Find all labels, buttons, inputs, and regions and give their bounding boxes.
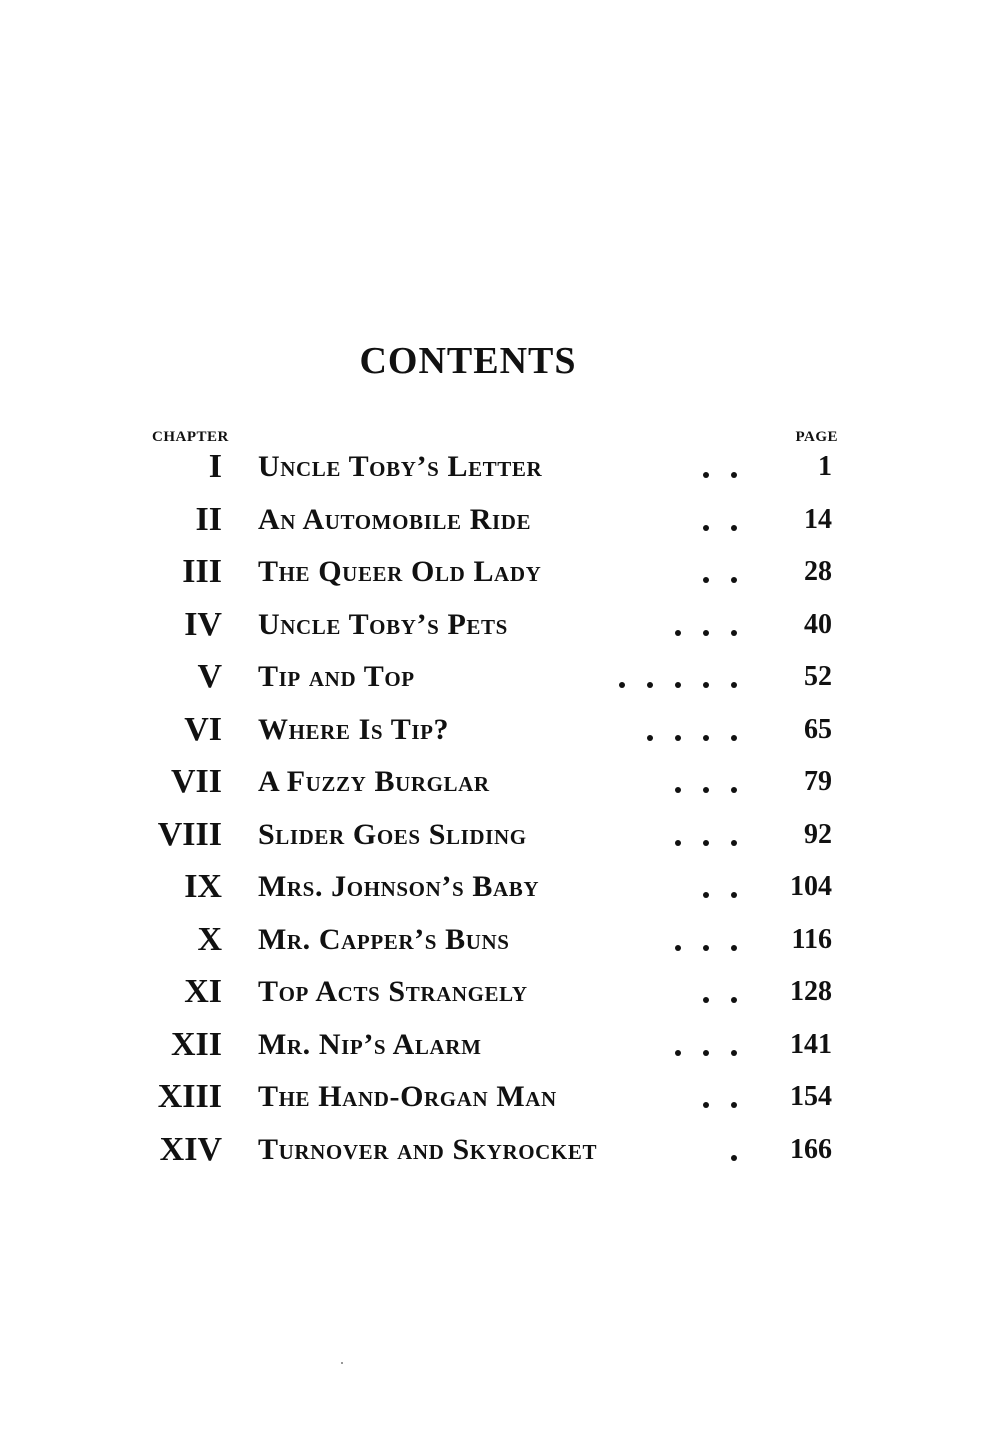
leader-dot xyxy=(647,735,653,741)
chapter-column-header: CHAPTER xyxy=(152,429,229,445)
chapter-title: Where Is Tip? xyxy=(258,712,450,746)
chapter-title: The Hand-Organ Man xyxy=(258,1080,557,1113)
page-number: 141 xyxy=(790,1028,832,1060)
leader-dot xyxy=(731,472,737,478)
chapter-title: Slider Goes Sliding xyxy=(258,817,527,851)
toc-entry xyxy=(0,1073,1000,1125)
leader-dot xyxy=(675,945,681,951)
leader-dot xyxy=(703,525,709,531)
toc-entry xyxy=(0,601,1000,653)
leader-dot xyxy=(675,840,681,846)
page-number: 128 xyxy=(790,976,832,1007)
page-number: 166 xyxy=(790,1133,832,1165)
print-speck xyxy=(341,1362,343,1364)
leader-dot xyxy=(731,1102,737,1108)
page-column-header: PAGE xyxy=(795,429,838,445)
page-number: 52 xyxy=(804,661,832,692)
leader-dot xyxy=(675,787,681,793)
chapter-title: Top Acts Strangely xyxy=(258,975,528,1008)
leader-dot xyxy=(703,735,709,741)
chapter-number: XII xyxy=(170,1025,222,1063)
leader-dot xyxy=(731,682,737,688)
page-number: 65 xyxy=(804,713,832,745)
leader-dot xyxy=(675,630,681,636)
page-number: 116 xyxy=(791,923,832,955)
leader-dot xyxy=(731,577,737,583)
leader-dot xyxy=(731,787,737,793)
chapter-number: IX xyxy=(184,868,222,905)
leader-dot xyxy=(731,840,737,846)
toc-entry xyxy=(0,653,1000,705)
page-number: 104 xyxy=(790,871,832,902)
toc-entry xyxy=(0,758,1000,810)
leader-dot xyxy=(703,682,709,688)
page-number: 1 xyxy=(818,451,832,482)
chapter-number: VIII xyxy=(157,815,222,853)
chapter-title: Mr. Capper’s Buns xyxy=(258,922,510,956)
chapter-title: Turnover and Skyrocket xyxy=(258,1132,598,1166)
leader-dot xyxy=(703,1050,709,1056)
leader-dot xyxy=(675,682,681,688)
chapter-title: Mr. Nip’s Alarm xyxy=(258,1027,482,1061)
chapter-number: VII xyxy=(170,763,222,800)
chapter-number: X xyxy=(197,920,222,958)
page-number: 79 xyxy=(804,766,832,797)
chapter-number: II xyxy=(195,500,222,538)
chapter-number: I xyxy=(208,448,222,485)
leader-dot xyxy=(731,1155,737,1161)
leader-dot xyxy=(619,682,625,688)
chapter-number: V xyxy=(197,658,222,695)
leader-dot xyxy=(703,472,709,478)
leader-dot xyxy=(731,892,737,898)
page-number: 154 xyxy=(790,1081,832,1112)
leader-dot xyxy=(703,787,709,793)
toc-entry xyxy=(0,916,1000,968)
leader-dot xyxy=(731,1050,737,1056)
leader-dot xyxy=(731,735,737,741)
leader-dot xyxy=(731,525,737,531)
toc-entry xyxy=(0,443,1000,495)
page-number: 40 xyxy=(804,608,832,640)
toc-entry xyxy=(0,548,1000,600)
chapter-number: IV xyxy=(184,605,222,643)
chapter-number: VI xyxy=(184,710,222,748)
table-of-contents xyxy=(0,443,1000,1183)
leader-dot xyxy=(703,577,709,583)
leader-dot xyxy=(703,840,709,846)
page-number: 14 xyxy=(804,503,832,535)
leader-dot xyxy=(703,997,709,1003)
leader-dot xyxy=(703,630,709,636)
chapter-number: XI xyxy=(184,973,222,1010)
toc-entry xyxy=(0,863,1000,915)
chapter-title: Mrs. Johnson’s Baby xyxy=(258,870,540,903)
toc-entry xyxy=(0,811,1000,863)
chapter-title: The Queer Old Lady xyxy=(258,555,542,588)
leader-dot xyxy=(703,1102,709,1108)
toc-entry xyxy=(0,1126,1000,1178)
leader-dot xyxy=(731,630,737,636)
toc-entry xyxy=(0,1021,1000,1073)
chapter-title: A Fuzzy Burglar xyxy=(258,765,490,798)
toc-entry xyxy=(0,496,1000,548)
chapter-number: III xyxy=(182,553,222,590)
leader-dot xyxy=(675,735,681,741)
chapter-title: Tip and Top xyxy=(258,660,415,693)
leader-dot xyxy=(675,1050,681,1056)
page-number: 28 xyxy=(804,556,832,587)
leader-dot xyxy=(703,945,709,951)
toc-entry xyxy=(0,968,1000,1020)
chapter-number: XIV xyxy=(159,1130,222,1168)
toc-entry xyxy=(0,706,1000,758)
chapter-title: An Automobile Ride xyxy=(258,502,532,536)
leader-dot xyxy=(647,682,653,688)
page-number: 92 xyxy=(804,818,832,850)
page-title: CONTENTS xyxy=(359,340,577,382)
leader-dot xyxy=(731,945,737,951)
chapter-title: Uncle Toby’s Pets xyxy=(258,607,508,641)
leader-dot xyxy=(703,892,709,898)
leader-dot xyxy=(731,997,737,1003)
chapter-number: XIII xyxy=(157,1078,222,1115)
chapter-title: Uncle Toby’s Letter xyxy=(258,450,543,483)
